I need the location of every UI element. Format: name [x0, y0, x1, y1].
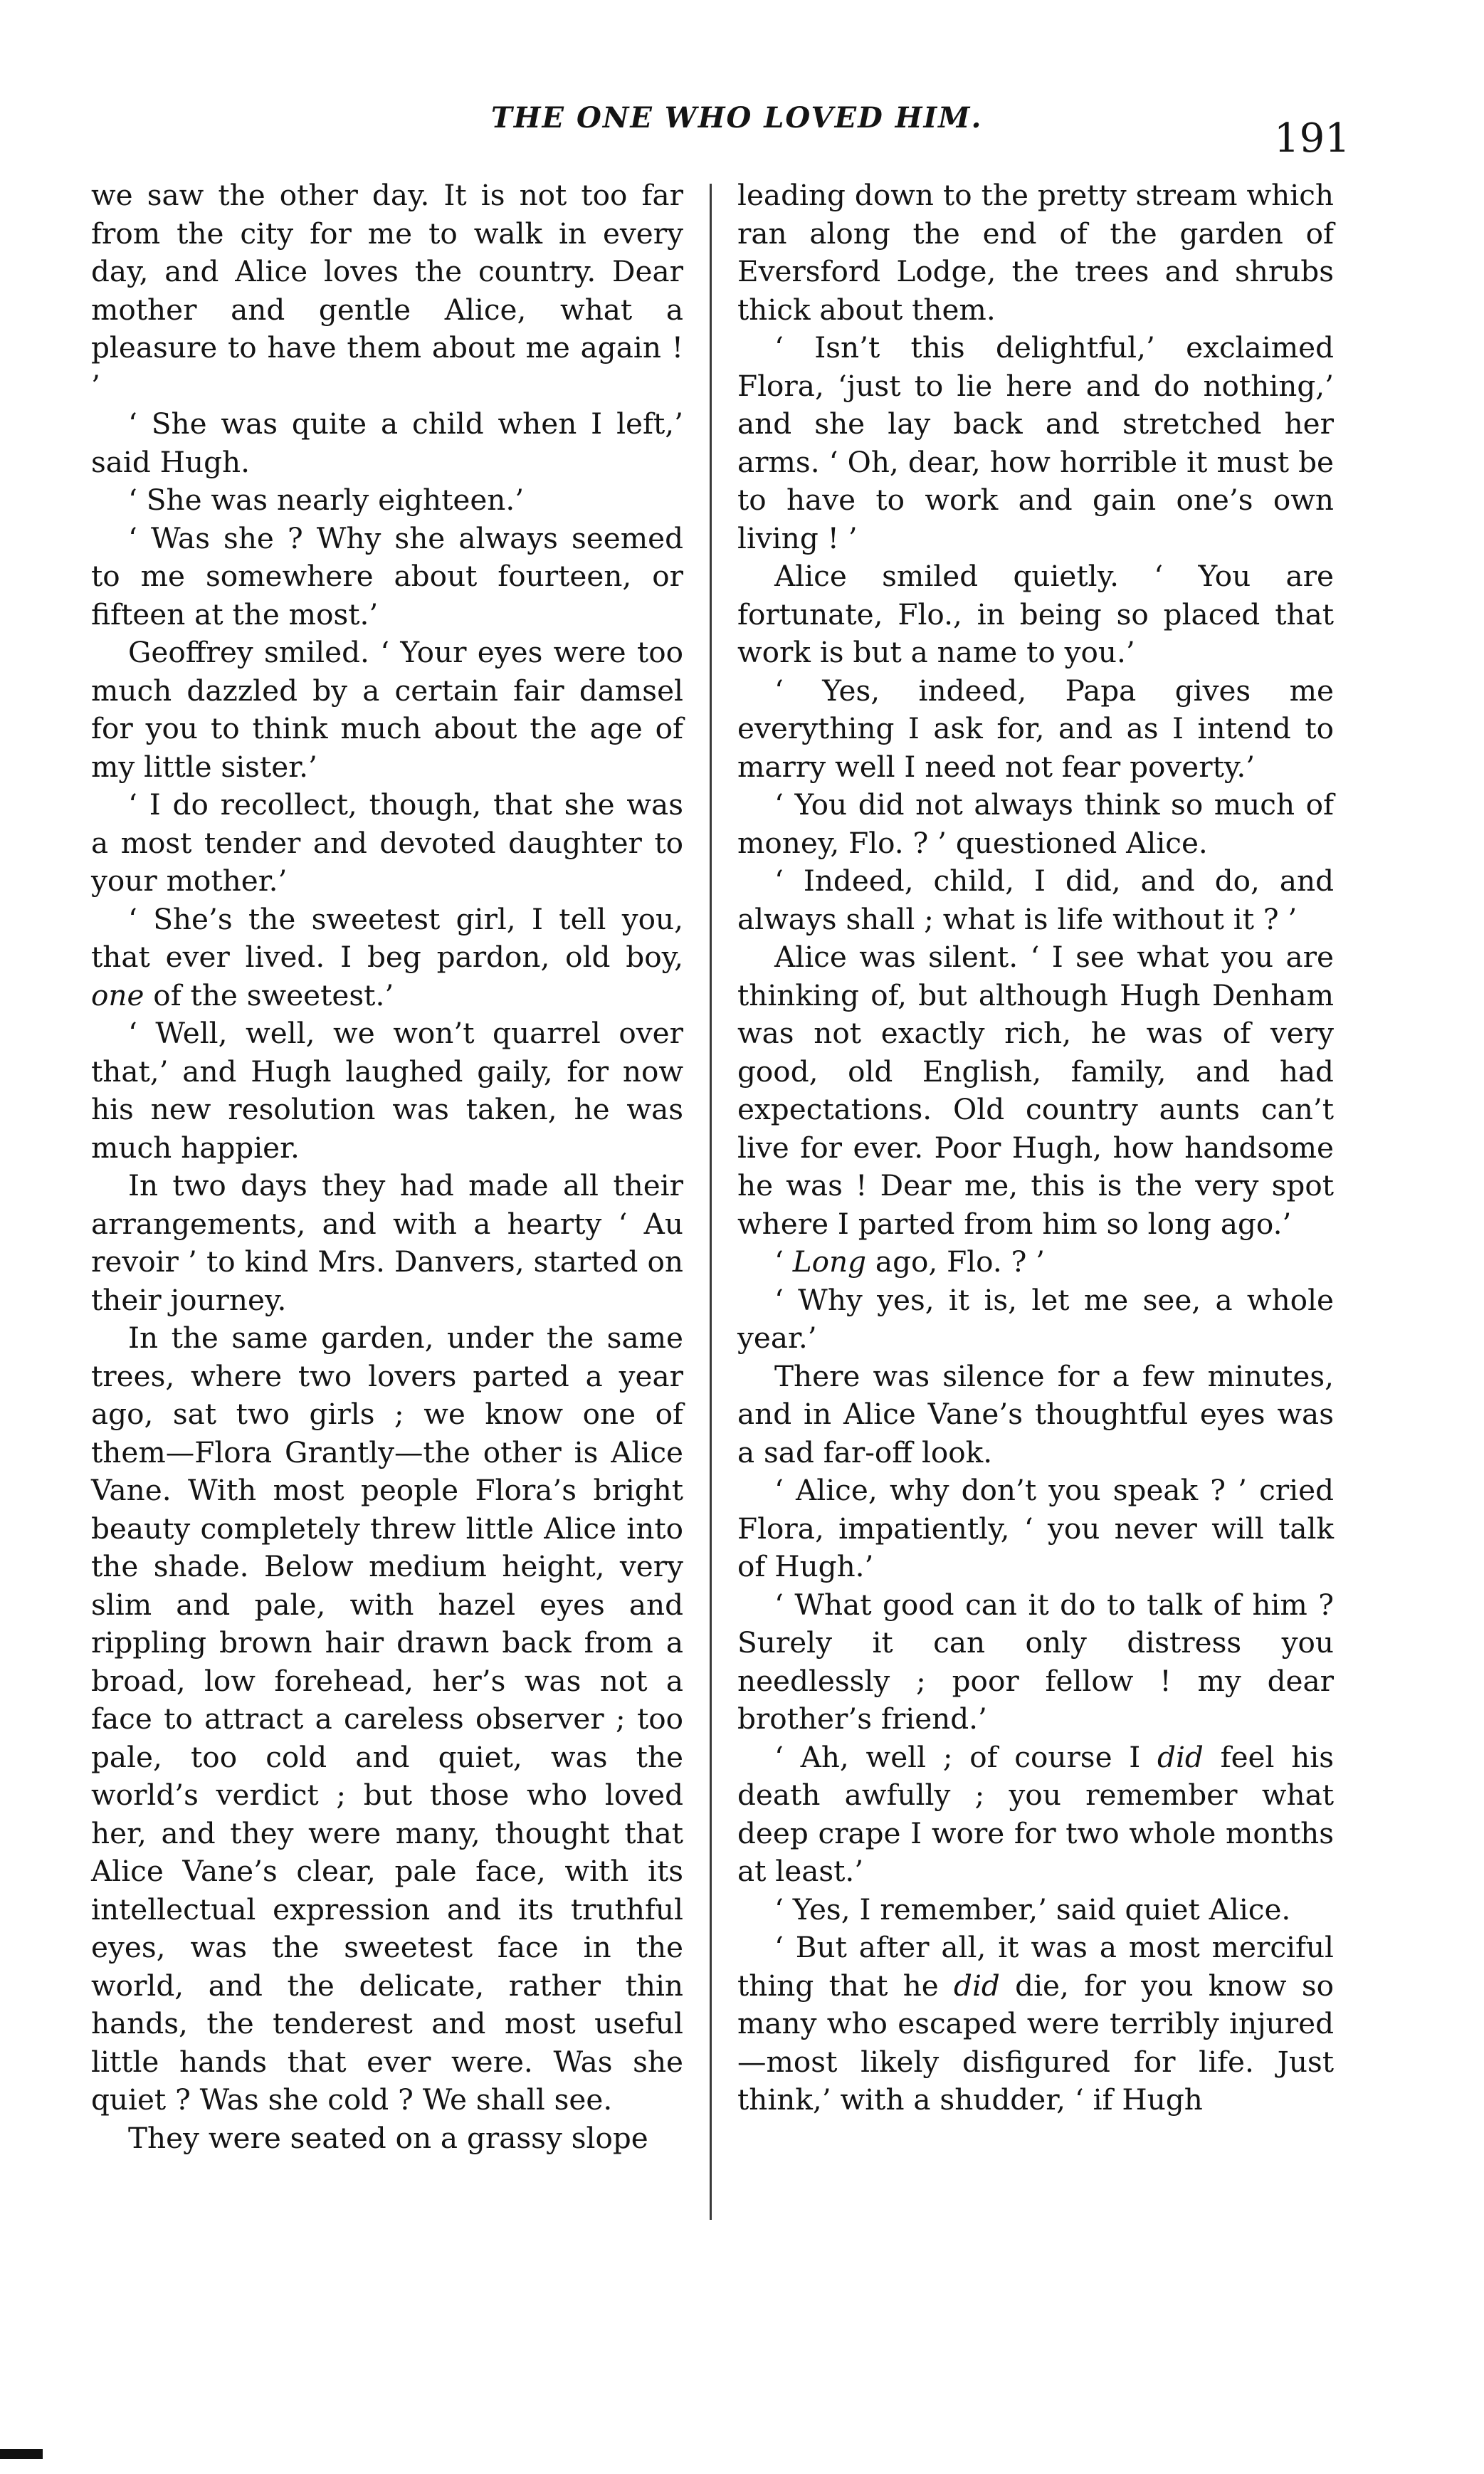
paragraph: ‘ Was she ? Why she always seemed to me somewhere about fourteen, or fifteen at the most.’ — [91, 520, 683, 631]
paragraph: In two days they had made all their arrangements, and with a hearty ‘ Au revoir ’ to kind Mrs. Danvers, started on their journey. — [91, 1168, 683, 1317]
page-number: 191 — [1274, 115, 1350, 162]
paragraph: ‘ Why yes, it is, let me see, a whole year.’ — [737, 1282, 1334, 1355]
text-run: ago, Flo. ? ’ — [866, 1244, 1046, 1279]
paragraph: ‘ Isn’t this delightful,’ exclaimed Flora, ‘just to lie here and do nothing,’ and she lay back and stretched her arms. ‘ Oh, dear, how horrible it must be to have to work and gain one’s own living ! ’ — [737, 330, 1334, 555]
text-run: die, for you know so many who escaped were terribly injured—most likely disfigured for life. Just think,’ with a shudder, ‘ if Hugh — [737, 1968, 1334, 2117]
paragraph: ‘ She was quite a child when I left,’ said Hugh. — [91, 407, 683, 479]
paragraph: Alice was silent. ‘ I see what you are thinking of, but although Hugh Denham was not exactly rich, he was of very good, old English, family, and had expectations. Old country aunts can’t live for ever. Poor Hugh, how handsome he was ! Dear me, this is the very spot where I parted from him so long ago.’ — [737, 940, 1334, 1241]
emphasis-text: Long — [792, 1244, 867, 1279]
paragraph — [737, 1739, 1334, 1891]
paragraph: leading down to the pretty stream which ran along the end of the garden of Eversford Lodge, the trees and shrubs thick about them. — [737, 178, 1334, 327]
emphasis-text: did — [1157, 1739, 1204, 1774]
column-divider — [710, 184, 712, 2220]
scan-edge-mark — [0, 2449, 43, 2459]
paragraph: Alice smiled quietly. ‘ You are fortunate, Flo., in being so placed that work is but a name to you.’ — [737, 559, 1334, 669]
paragraph: They were seated on a grassy slope — [128, 2120, 648, 2155]
paragraph: ‘ Indeed, child, I did, and do, and always shall ; what is life without it ? ’ — [737, 864, 1334, 936]
text-run: ‘ — [774, 1244, 793, 1279]
paragraph: There was silence for a few minutes, and in Alice Vane’s thoughtful eyes was a sad far-off look. — [737, 1358, 1334, 1469]
paragraph — [737, 1929, 1334, 2119]
emphasis-text: one — [91, 977, 144, 1012]
paragraph: Geoffrey smiled. ‘ Your eyes were too much dazzled by a certain fair damsel for you to think much about the age of my little sister.’ — [91, 635, 683, 784]
running-title: THE ONE WHO LOVED HIM. — [491, 101, 983, 135]
paragraph: we saw the other day. It is not too far from the city for me to walk in every day, and Alice loves the country. Dear mother and gentle Alice, what a pleasure to have them about me again ! ’ — [91, 178, 683, 403]
text-run: of the sweetest.’ — [144, 977, 394, 1012]
right-column — [737, 177, 1334, 2119]
paragraph — [91, 901, 683, 1015]
paragraph: In the same garden, under the same trees, where two lovers parted a year ago, sat two girls ; we know one of them—Flora Grantly—the other is Alice Vane. With most people Flora’s bright beauty completely threw little Alice into the shade. Below medium height, very slim and pale, with hazel eyes and rippling brown hair drawn back from a broad, low forehead, her’s was not a face to attract a careless observer ; too pale, too cold and quiet, was the world’s verdict ; but those who loved her, and they were many, thought that Alice Vane’s clear, pale face, with its intellectual expression and its truthful eyes, was the sweetest face in the world, and the delicate, rather thin hands, the tenderest and most useful little hands that ever were. Was she quiet ? Was she cold ? We shall see. — [91, 1321, 683, 2117]
paragraph: ‘ What good can it do to talk of him ? Surely it can only distress you needlessly ; poor fellow ! my dear brother’s friend.’ — [737, 1587, 1334, 1736]
paragraph: ‘ She was nearly eighteen.’ — [128, 483, 525, 517]
text-run: feel his death awfully ; you remember what deep crape I wore for two whole months at least.’ — [737, 1739, 1335, 1888]
paragraph — [737, 1243, 1334, 1281]
text-run: ‘ Ah, well ; of course I — [774, 1739, 1158, 1774]
text-run: ‘ She’s the sweetest girl, I tell you, that ever lived. I beg pardon, old boy, — [91, 901, 683, 974]
paragraph: ‘ Well, well, we won’t quarrel over that,’ and Hugh laughed gaily, for now his new resolution was taken, he was much happier. — [91, 1016, 683, 1165]
paragraph: ‘ I do recollect, though, that she was a most tender and devoted daughter to your mother.’ — [91, 787, 683, 898]
emphasis-text: did — [954, 1968, 1000, 2003]
paragraph: ‘ Yes, indeed, Papa gives me everything I ask for, and as I intend to marry well I need not fear poverty.’ — [737, 673, 1334, 784]
paragraph: ‘ Alice, why don’t you speak ? ’ cried Flora, impatiently, ‘ you never will talk of Hugh.’ — [737, 1473, 1334, 1583]
text-run: ‘ But after all, it was a most merciful thing that he — [737, 1930, 1334, 2003]
paragraph: ‘ Yes, I remember,’ said quiet Alice. — [774, 1892, 1291, 1927]
left-column — [91, 177, 683, 2157]
paragraph: ‘ You did not always think so much of money, Flo. ? ’ questioned Alice. — [737, 787, 1334, 860]
